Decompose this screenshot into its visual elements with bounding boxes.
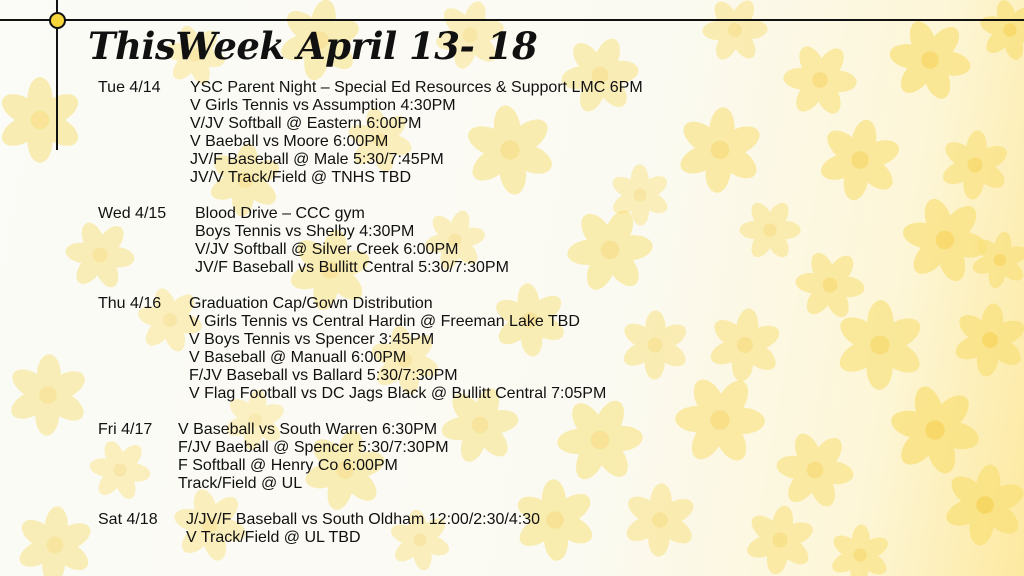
event-item: YSC Parent Night – Special Ed Resources & Support LMC 6PM xyxy=(190,79,643,96)
event-item: V Baeball vs Moore 6:00PM xyxy=(190,133,389,150)
day-friday xyxy=(98,421,998,493)
event-list xyxy=(190,79,643,187)
header-dot-icon xyxy=(49,12,66,29)
event-item: V Baseball vs South Warren 6:30PM xyxy=(178,421,438,438)
event-list xyxy=(195,205,509,277)
header-rule-horizontal xyxy=(0,19,1024,21)
event-item: V/JV Softball @ Eastern 6:00PM xyxy=(190,115,422,132)
event-item: V Girls Tennis vs Assumption 4:30PM xyxy=(190,97,456,114)
event-list xyxy=(178,421,449,493)
event-item: JV/V Track/Field @ TNHS TBD xyxy=(190,169,412,186)
event-list xyxy=(186,511,540,547)
day-label: Thu 4/16 xyxy=(98,295,162,312)
day-wednesday xyxy=(98,205,998,277)
event-item: Graduation Cap/Gown Distribution xyxy=(189,295,433,312)
event-item: Track/Field @ UL xyxy=(178,475,303,492)
event-item: F Softball @ Henry Co 6:00PM xyxy=(178,457,398,474)
event-item: V Boys Tennis vs Spencer 3:45PM xyxy=(189,331,435,348)
event-list xyxy=(189,295,606,403)
event-item: J/JV/F Baseball vs South Oldham 12:00/2:30/4:30 xyxy=(186,511,540,528)
event-item: V Girls Tennis vs Central Hardin @ Freeman Lake TBD xyxy=(189,313,580,330)
day-label: Tue 4/14 xyxy=(98,79,161,96)
event-item: Blood Drive – CCC gym xyxy=(195,205,365,222)
day-saturday xyxy=(98,511,998,547)
day-label: Wed 4/15 xyxy=(98,205,167,222)
event-item: F/JV Baeball @ Spencer 5:30/7:30PM xyxy=(178,439,449,456)
event-item: V Flag Football vs DC Jags Black @ Bullitt Central 7:05PM xyxy=(189,385,607,402)
page-title: ThisWeek April 13- 18 xyxy=(88,24,538,68)
event-item: JV/F Baseball @ Male 5:30/7:45PM xyxy=(190,151,444,168)
day-label: Sat 4/18 xyxy=(98,511,158,528)
event-item: JV/F Baseball vs Bullitt Central 5:30/7:30PM xyxy=(195,259,509,276)
weekly-schedule xyxy=(98,79,998,565)
event-item: V Baseball @ Manuall 6:00PM xyxy=(189,349,407,366)
event-item: Boys Tennis vs Shelby 4:30PM xyxy=(195,223,415,240)
event-item: V/JV Softball @ Silver Creek 6:00PM xyxy=(195,241,459,258)
event-item: V Track/Field @ UL TBD xyxy=(186,529,361,546)
day-label: Fri 4/17 xyxy=(98,421,153,438)
day-tuesday xyxy=(98,79,998,187)
event-item: F/JV Baseball vs Ballard 5:30/7:30PM xyxy=(189,367,458,384)
day-thursday xyxy=(98,295,998,403)
